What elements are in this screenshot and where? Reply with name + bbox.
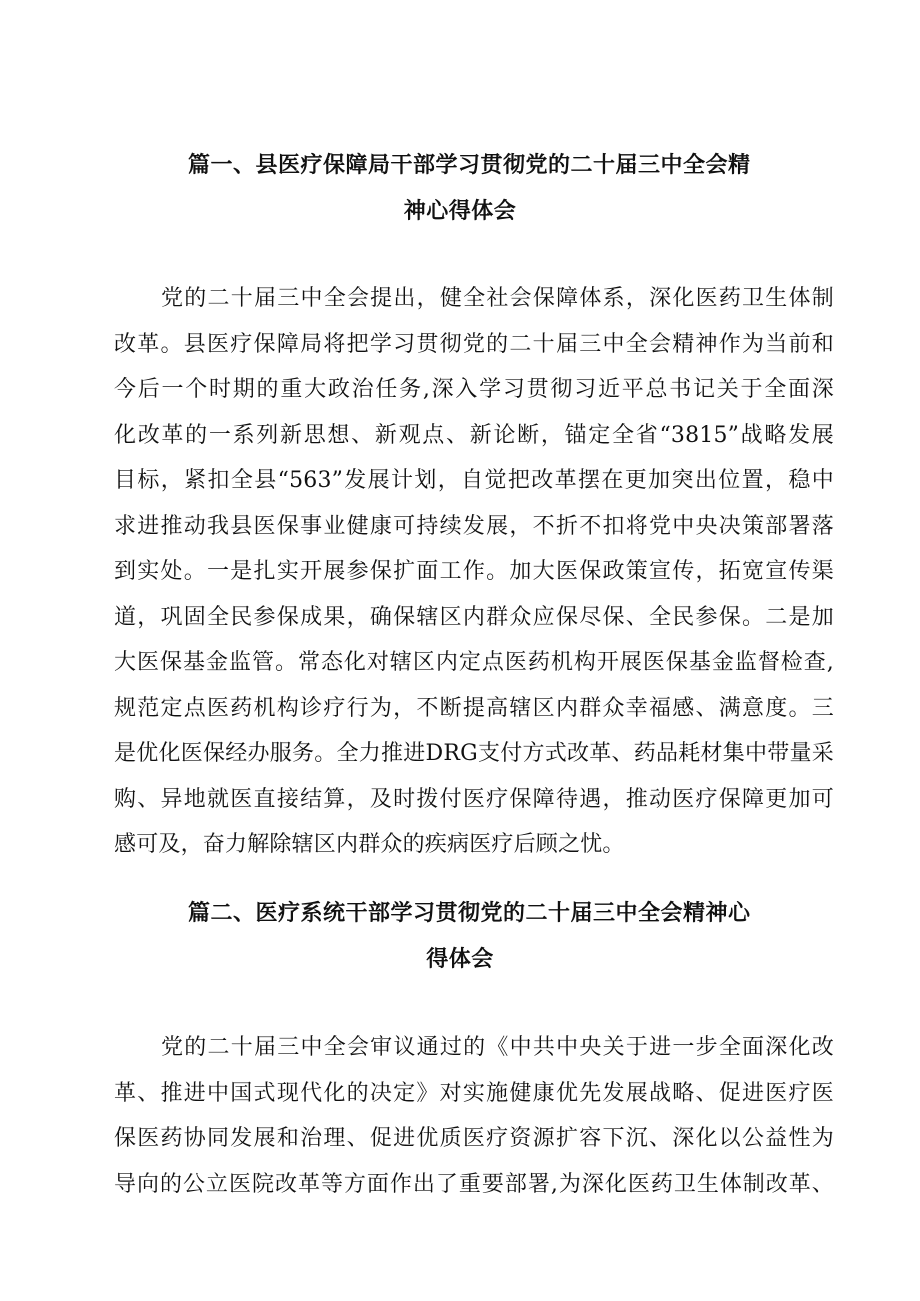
heading-line: 篇一、县医疗保障局干部学习贯彻党的二十届三中全会精 (188, 152, 751, 178)
paragraph-line: 革、推进中国式现代化的决定》对实施健康优先发展战略、促进医疗医 (114, 1080, 834, 1106)
paragraph-line: 导向的公立医院改革等方面作出了重要部署,为深化医药卫生体制改革、 (114, 1171, 834, 1197)
paragraph-line: 改革。县医疗保障局将把学习贯彻党的二十届三中全会精神作为当前和 (114, 331, 834, 357)
section-1-paragraph (114, 276, 834, 868)
paragraph-line: 道，巩固全民参保成果，确保辖区内群众应保尽保、全民参保。二是加 (114, 604, 834, 630)
paragraph-line: 求进推动我县医保事业健康可持续发展，不折不扣将党中央决策部署落 (114, 513, 834, 539)
paragraph-line: 大医保基金监管。常态化对辖区内定点医药机构开展医保基金监督检查, (114, 650, 834, 675)
heading-line: 神心得体会 (403, 198, 517, 224)
paragraph-line: 党的二十届三中全会提出，健全社会保障体系，深化医药卫生体制 (161, 286, 834, 311)
heading-line: 篇二、医疗系统干部学习贯彻党的二十届三中全会精神心 (188, 900, 751, 926)
paragraph-line: 购、异地就医直接结算，及时拨付医疗保障待遇，推动医疗保障更加可 (114, 786, 834, 812)
paragraph-line: 规范定点医药机构诊疗行为，不断提高辖区内群众幸福感、满意度。三 (114, 695, 834, 721)
section-1-heading (0, 142, 920, 234)
section-2-paragraph (114, 1025, 834, 1207)
paragraph-line: 到实处。一是扎实开展参保扩面工作。加大医保政策宣传，拓宽宣传渠 (114, 559, 834, 584)
paragraph-line: 今后一个时期的重大政治任务,深入学习贯彻习近平总书记关于全面深 (114, 377, 834, 402)
paragraph-line: 是优化医保经办服务。全力推进DRG支付方式改革、药品耗材集中带量采 (114, 741, 834, 766)
heading-line: 得体会 (426, 946, 494, 972)
paragraph-line: 化改革的一系列新思想、新观点、新论断，锚定全省“3815”战略发展 (114, 422, 834, 448)
paragraph-line: 目标，紧扣全县“563”发展计划，自觉把改革摆在更加突出位置，稳中 (114, 468, 834, 493)
section-2-heading (0, 890, 920, 982)
paragraph-line: 党的二十届三中全会审议通过的《中共中央关于进一步全面深化改 (161, 1035, 834, 1060)
paragraph-line: 感可及，奋力解除辖区内群众的疾病医疗后顾之忧。 (114, 832, 625, 857)
paragraph-line: 保医药协同发展和治理、促进优质医疗资源扩容下沉、深化以公益性为 (114, 1126, 834, 1151)
